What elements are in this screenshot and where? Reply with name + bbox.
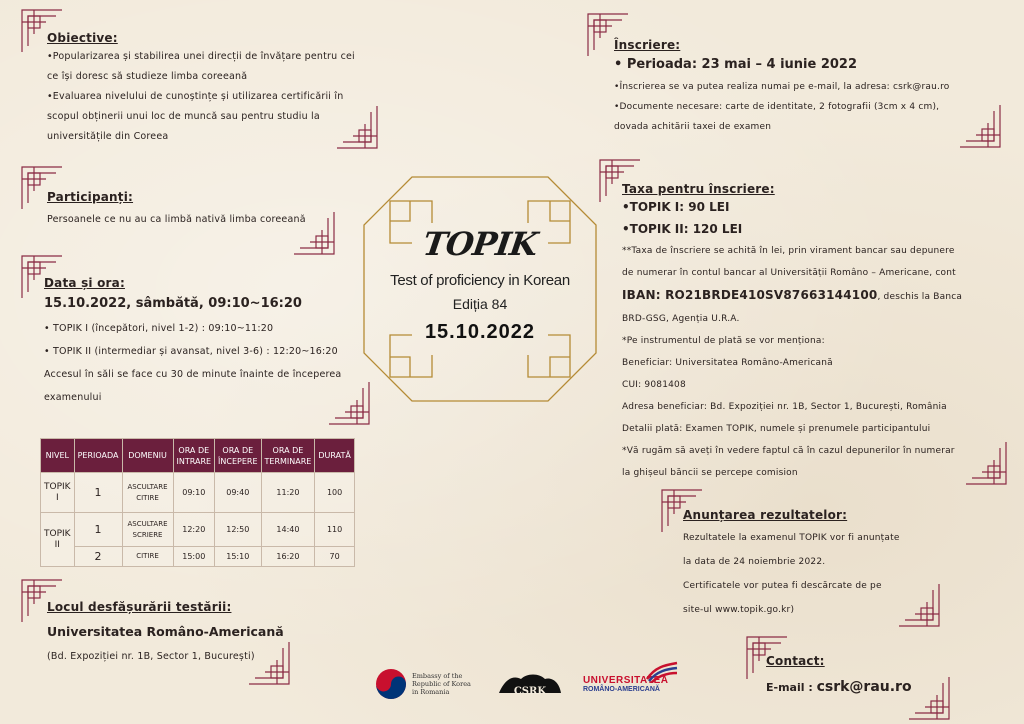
location-name: Universitatea Româno-Americană — [47, 624, 284, 639]
objective-line: •Popularizarea și stabilirea unei direcții de învățare pentru cei — [47, 51, 355, 62]
table-row — [41, 473, 355, 513]
date-line: • TOPIK I (începători, nivel 1-2) : 09:10~11:20 — [44, 323, 274, 334]
table-cell: 12:50 — [215, 513, 261, 547]
contact-label: E-mail : — [766, 681, 817, 694]
table-cell: 100 — [315, 473, 354, 513]
table-cell: 1 — [74, 473, 122, 513]
results-line: Certificatele vor putea fi descărcate de pe — [683, 581, 882, 591]
table-row — [41, 547, 355, 567]
table-header: NIVEL — [41, 439, 75, 473]
date-main: 15.10.2022, sâmbătă, 09:10~16:20 — [44, 296, 302, 311]
objective-line: scopul obținerii unui loc de muncă sau pentru studiu la — [47, 111, 320, 122]
table-cell: 12:20 — [173, 513, 215, 547]
participants-section — [47, 190, 367, 230]
objective-line: ce își doresc să studieze limba coreeană — [47, 71, 248, 82]
table-cell: TOPIK II — [41, 513, 75, 567]
date-section — [44, 276, 374, 409]
participants-heading: Participanți: — [47, 190, 134, 204]
fee-topik1: •TOPIK I: 90 LEI — [622, 200, 730, 214]
topik-logo: TOPIK — [420, 225, 540, 263]
csrk-logo — [497, 669, 563, 699]
table-cell: 09:40 — [215, 473, 261, 513]
embassy-text: Embassy of the — [412, 672, 463, 680]
location-address: (Bd. Expoziției nr. 1B, Sector 1, București) — [47, 651, 255, 662]
university-text: ROMÂNO-AMERICANĂ — [582, 686, 660, 693]
location-section — [47, 600, 367, 667]
fee-line: *Vă rugăm să aveți în vedere faptul că în cazul depunerilor în numerar — [622, 446, 955, 456]
table-row — [41, 513, 355, 547]
results-section — [683, 508, 983, 622]
fee-line: Beneficiar: Universitatea Româno-Americană — [622, 358, 833, 368]
table-cell: 09:10 — [173, 473, 215, 513]
fee-line: la ghișeul băncii se percepe comision — [622, 468, 798, 478]
participants-text: Persoanele ce nu au ca limbă nativă limba coreeană — [47, 214, 306, 225]
fee-iban-line — [622, 284, 1017, 308]
schedule-table — [40, 438, 355, 567]
embassy-text: in Romania — [412, 688, 450, 696]
date-line: examenului — [44, 392, 102, 403]
fee-note: **Taxa de înscriere se achită în lei, prin virament bancar sau depunere — [622, 246, 955, 256]
center-badge — [362, 175, 598, 403]
table-header: DURATĂ — [315, 439, 354, 473]
date-line: Accesul în săli se face cu 30 de minute înainte de începerea — [44, 369, 342, 380]
contact-heading: Contact: — [766, 654, 825, 668]
table-cell: 15:10 — [215, 547, 261, 567]
table-cell: ASCULTARE CITIRE — [122, 473, 173, 513]
table-cell: 16:20 — [261, 547, 315, 567]
registration-line: •Înscrierea se va putea realiza numai pe e-mail, la adresa: csrk@rau.ro — [614, 82, 950, 92]
table-header: ORA DE ÎNCEPERE — [215, 439, 261, 473]
results-line: site-ul www.topik.go.kr) — [683, 605, 795, 615]
results-heading: Anunțarea rezultatelor: — [683, 508, 848, 522]
objective-heading: Obiective: — [47, 31, 118, 45]
fee-iban: IBAN: RO21BRDE410SV87663144100 — [622, 288, 878, 302]
objective-section — [47, 31, 387, 147]
registration-heading: Înscriere: — [614, 38, 681, 52]
fee-line: Adresa beneficiar: Bd. Expoziției nr. 1B, Sector 1, București, România — [622, 402, 947, 412]
table-cell: 1 — [74, 513, 122, 547]
fee-heading: Taxa pentru înscriere: — [622, 182, 775, 196]
fee-line: CUI: 9081408 — [622, 380, 686, 390]
contact-email[interactable]: csrk@rau.ro — [816, 679, 912, 695]
objective-line: •Evaluarea nivelului de cunoștințe și utilizarea certificării în — [47, 91, 344, 102]
embassy-text: Republic of Korea — [412, 680, 471, 688]
location-heading: Locul desfășurării testării: — [47, 600, 232, 614]
table-cell: 110 — [315, 513, 354, 547]
university-logo — [583, 675, 669, 693]
date-heading: Data și ora: — [44, 276, 125, 290]
date-line: • TOPIK II (intermediar și avansat, nivel 3-6) : 12:20~16:20 — [44, 346, 338, 357]
fee-iban-rest: , deschis la Banca — [877, 292, 963, 302]
table-cell: 15:00 — [173, 547, 215, 567]
university-text: UNIVERSITATEA — [582, 675, 669, 686]
fee-topik2: •TOPIK II: 120 LEI — [622, 222, 743, 236]
csrk-text: CSRK — [513, 686, 547, 697]
table-cell: CITIRE — [122, 547, 173, 567]
table-cell: 11:20 — [261, 473, 315, 513]
contact-section — [766, 654, 1006, 695]
registration-line: dovada achitării taxei de examen — [614, 122, 772, 132]
center-date: 15.10.2022 — [424, 321, 536, 343]
table-header: DOMENIU — [122, 439, 173, 473]
table-cell: TOPIK I — [41, 473, 75, 513]
octagon-frame-icon — [362, 175, 598, 403]
objective-line: universitățile din Coreea — [47, 131, 169, 142]
table-header: ORA DE TERMINARE — [261, 439, 315, 473]
fee-line: *Pe instrumentul de plată se vor menționa: — [622, 336, 825, 346]
table-header: ORA DE INTRARE — [173, 439, 215, 473]
results-line: la data de 24 noiembrie 2022. — [683, 557, 826, 567]
logos-row — [375, 668, 669, 700]
schedule-table-wrap — [40, 438, 355, 567]
table-cell: 70 — [315, 547, 354, 567]
table-cell: 2 — [74, 547, 122, 567]
table-cell: ASCULTARE SCRIERE — [122, 513, 173, 547]
table-header: PERIOADA — [74, 439, 122, 473]
fee-section — [622, 182, 1017, 484]
fee-line: BRD-GSG, Agenția U.R.A. — [622, 314, 740, 324]
table-cell: 14:40 — [261, 513, 315, 547]
center-edition: Ediția 84 — [452, 296, 508, 312]
embassy-logo — [375, 668, 471, 700]
registration-line: •Documente necesare: carte de identitate, 2 fotografii (3cm x 4 cm), — [614, 102, 940, 112]
fee-line: Detalii plată: Examen TOPIK, numele și prenumele participantului — [622, 424, 931, 434]
registration-section — [614, 38, 1014, 137]
results-line: Rezultatele la examenul TOPIK vor fi anunțate — [683, 533, 900, 543]
fee-note: de numerar în contul bancar al Universității Româno – Americane, cont — [622, 268, 956, 278]
university-flag-icon — [645, 661, 679, 683]
registration-period: • Perioada: 23 mai – 4 iunie 2022 — [614, 57, 858, 72]
center-subtitle: Test of proficiency in Korean — [390, 272, 570, 289]
taegeuk-icon — [375, 668, 407, 700]
